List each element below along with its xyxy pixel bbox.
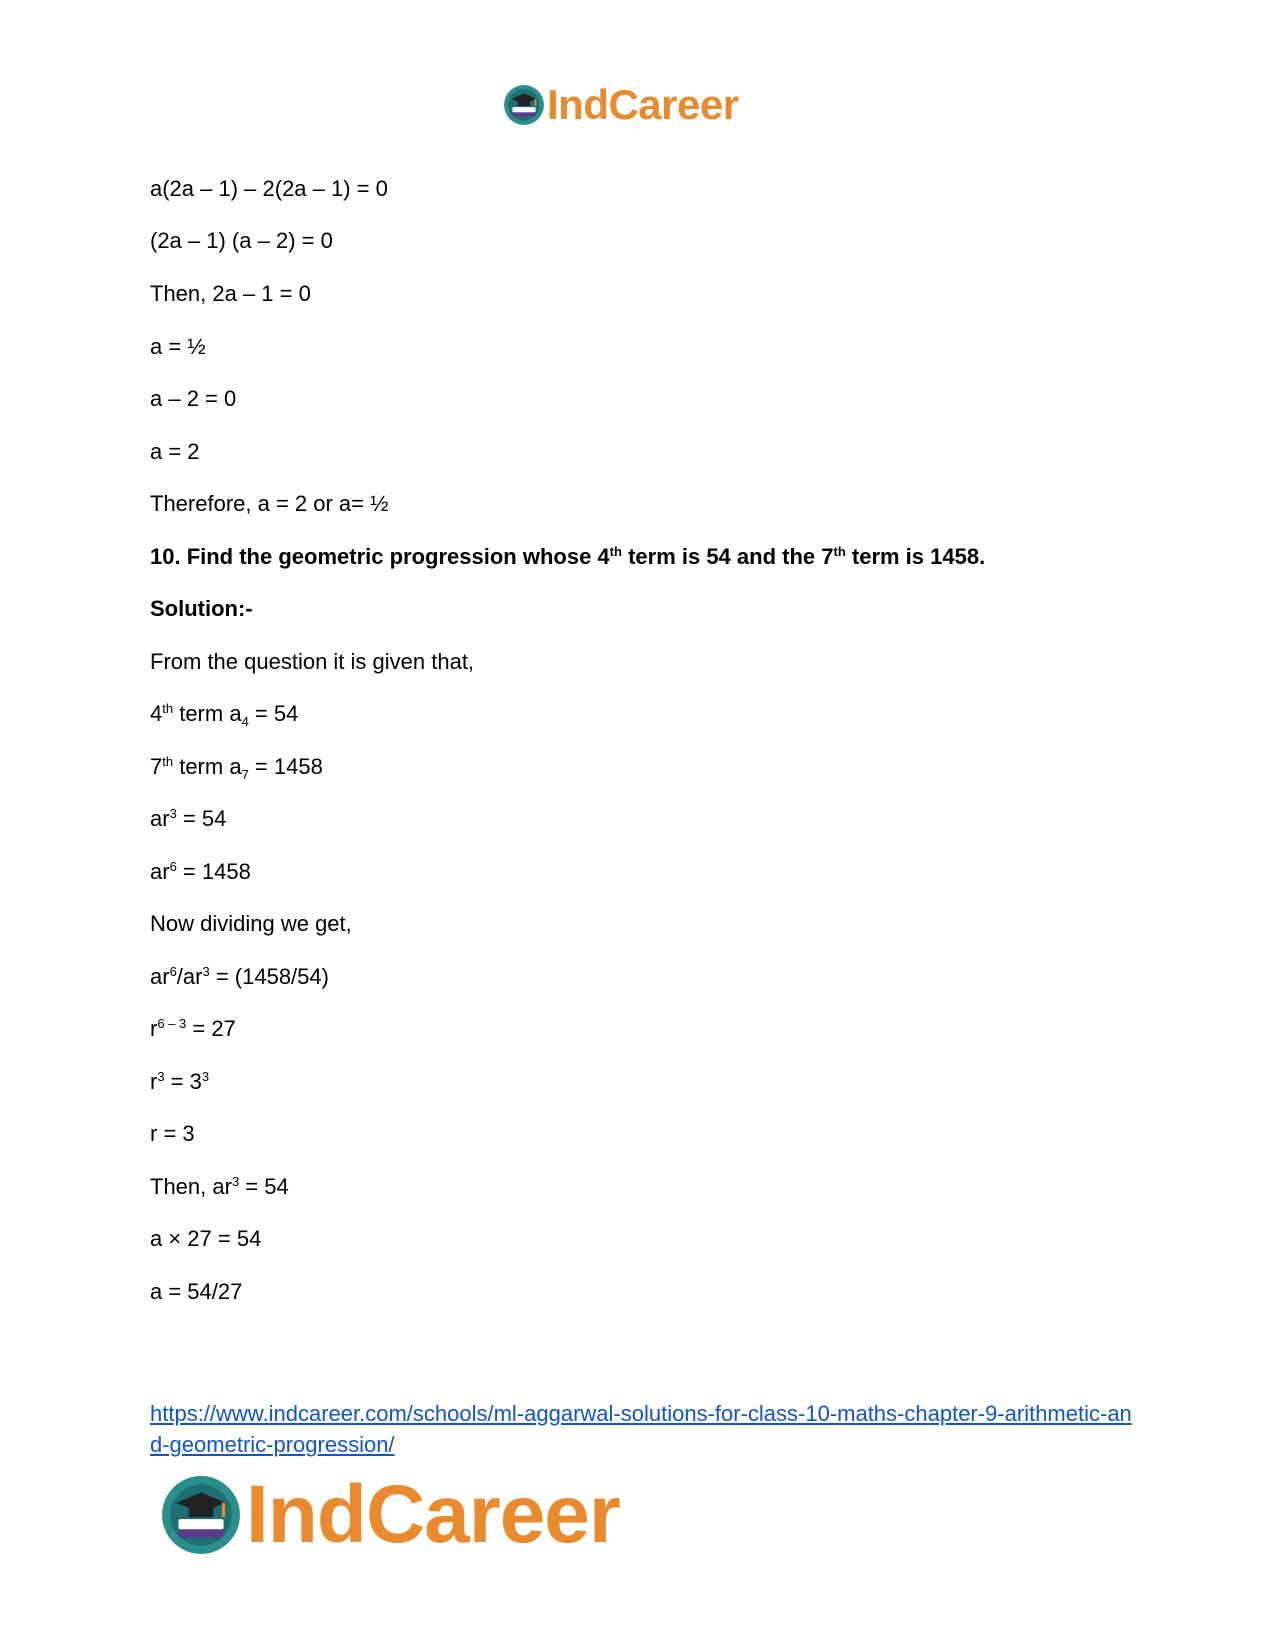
math-line: [150, 964, 329, 990]
superscript: 3: [231, 1174, 240, 1189]
superscript: th: [609, 544, 622, 559]
text-run: Therefore, a = 2 or a= ½: [150, 491, 389, 516]
text-run: a(2a – 1) – 2(2a – 1) = 0: [150, 176, 388, 201]
superscript: th: [162, 754, 174, 769]
brand-name: IndCareer: [246, 1469, 620, 1560]
math-line: [150, 911, 352, 937]
math-line: [150, 491, 388, 517]
math-line: [150, 176, 388, 202]
math-line: [150, 1279, 242, 1305]
text-run: Then, ar: [150, 1174, 232, 1199]
header-logo[interactable]: [503, 80, 739, 130]
text-run: r = 3: [150, 1121, 195, 1146]
math-line: [150, 228, 333, 254]
text-run: Solution:-: [150, 596, 253, 621]
text-run: (2a – 1) (a – 2) = 0: [150, 228, 333, 253]
superscript: 6: [169, 964, 177, 979]
text-run: term is 54 and the 7: [621, 544, 834, 569]
superscript: 6 – 3: [157, 1016, 187, 1031]
text-run: /ar: [176, 964, 203, 989]
text-run: 7: [150, 754, 163, 779]
text-run: = 1458: [248, 754, 323, 779]
text-run: = (1458/54): [209, 964, 329, 989]
text-run: a = 2: [150, 439, 200, 464]
math-line: [150, 1069, 209, 1095]
math-line: [150, 439, 200, 465]
text-run: a = ½: [150, 334, 206, 359]
superscript: 3: [169, 806, 177, 821]
math-line: [150, 649, 474, 675]
superscript: 3: [202, 964, 210, 979]
math-line: [150, 806, 226, 832]
text-run: = 3: [164, 1069, 202, 1094]
subscript: 4: [241, 714, 249, 729]
text-run: From the question it is given that,: [150, 649, 475, 674]
text-run: a × 27 = 54: [150, 1226, 262, 1251]
solution-label: [150, 596, 253, 622]
math-line: [150, 1226, 261, 1252]
text-run: Then, 2a – 1 = 0: [150, 281, 311, 306]
text-run: term is 1458.: [845, 544, 986, 569]
graduation-cap-book-icon: [160, 1474, 242, 1556]
text-run: r: [150, 1069, 158, 1094]
text-run: = 27: [186, 1016, 236, 1041]
source-link-block: [150, 1398, 1140, 1460]
text-run: = 54: [239, 1174, 289, 1199]
text-run: = 54: [176, 806, 227, 831]
question-heading: [150, 544, 985, 570]
text-run: a = 54/27: [150, 1279, 243, 1304]
text-run: a – 2 = 0: [150, 386, 237, 411]
superscript: 6: [169, 859, 177, 874]
text-run: ar: [150, 964, 170, 989]
text-run: r: [150, 1016, 158, 1041]
math-line: [150, 701, 298, 727]
footer-logo[interactable]: [160, 1470, 620, 1560]
text-run: term a: [173, 754, 242, 779]
math-line: [150, 859, 251, 885]
math-line: [150, 1121, 195, 1147]
text-run: = 1458: [176, 859, 251, 884]
text-run: 10. Find the geometric progression whose 4: [150, 544, 610, 569]
text-run: 4: [150, 701, 163, 726]
superscript: 3: [157, 1069, 165, 1084]
math-line: [150, 334, 206, 360]
text-run: = 54: [248, 701, 299, 726]
source-link[interactable]: https://www.indcareer.com/schools/ml-aggarwal-solutions-for-class-10-maths-chapter-9-arithmetic-and-geometric-progression/: [150, 1401, 1132, 1457]
subscript: 7: [241, 767, 249, 782]
superscript: th: [162, 701, 174, 716]
superscript: 3: [201, 1069, 210, 1084]
brand-name: IndCareer: [547, 81, 739, 128]
graduation-cap-book-icon: [503, 84, 545, 126]
superscript: th: [833, 544, 846, 559]
math-line: [150, 1174, 289, 1200]
math-line: [150, 386, 236, 412]
math-line: [150, 281, 311, 307]
text-run: Now dividing we get,: [150, 911, 352, 936]
text-run: ar: [150, 859, 170, 884]
text-run: ar: [150, 806, 170, 831]
math-line: [150, 1016, 236, 1042]
math-line: [150, 754, 323, 780]
text-run: term a: [173, 701, 242, 726]
